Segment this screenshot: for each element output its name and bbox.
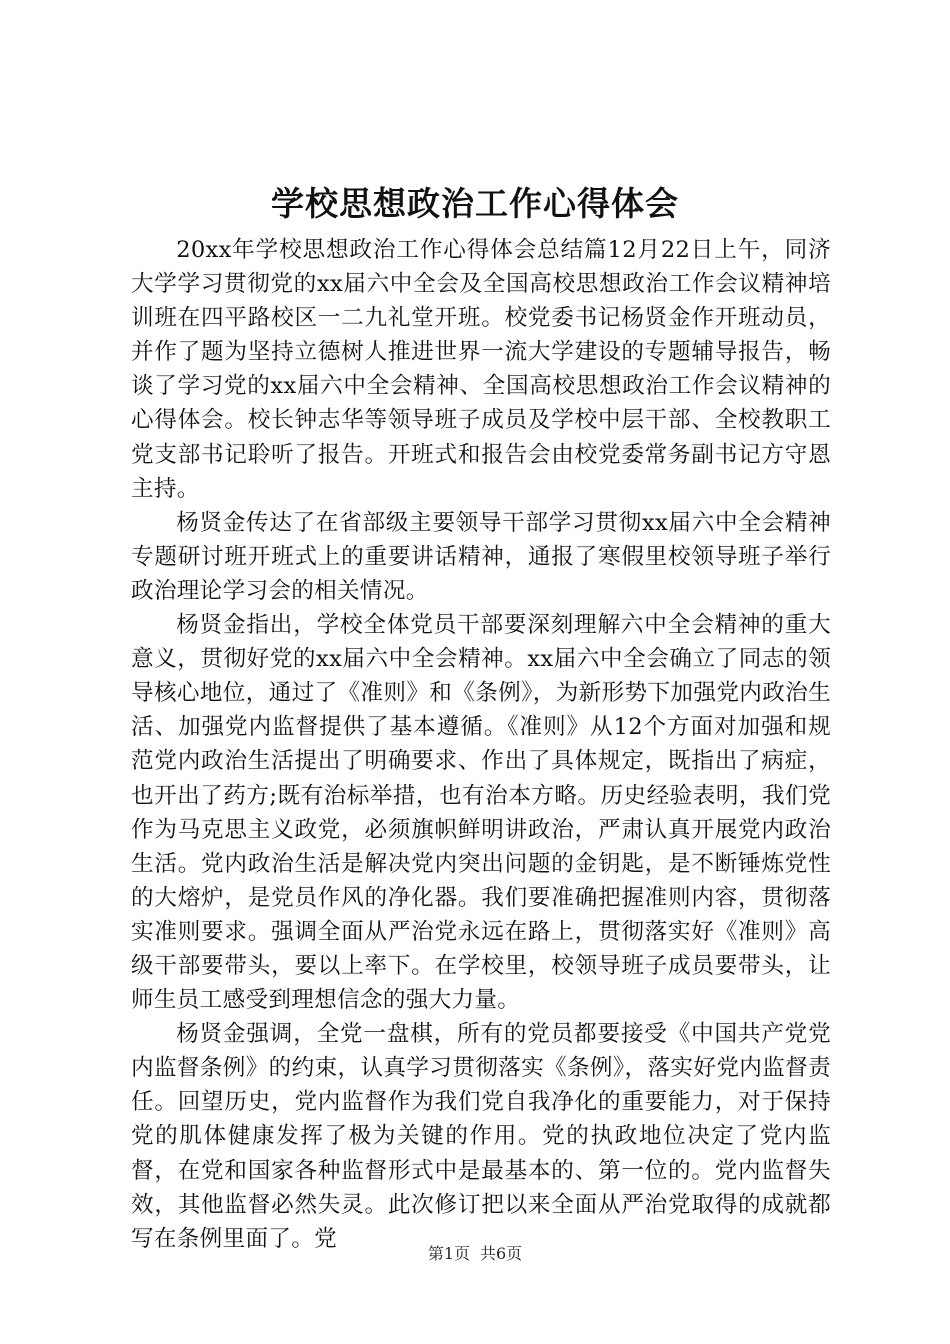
paragraph-3: 杨贤金指出，学校全体党员干部要深刻理解六中全会精神的重大意义，贯彻好党的xx届六中全会精神。xx届六中全会确立了同志的领导核心地位，通过了《准则》和《条例》，为新形势下加强党内政治生活、加强党内监督提供了基本遵循。《准则》从12个方面对加强和规范党内政治生活提出了明确要求、作出了具体规定，既指出了病症，也开出了药方;既有治标举措，也有治本方略。历史经验表明，我们党作为马克思主义政党，必须旗帜鲜明讲政治，严肃认真开展党内政治生活。党内政治生活是解决党内突出问题的金钥匙，是不断锤炼党性的大熔炉，是党员作风的净化器。我们要准确把握准则内容，贯彻落实准则要求。强调全面从严治党永远在路上，贯彻落实好《准则》高级干部要带头，要以上率下。在学校里，校领导班子成员要带头，让师生员工感受到理想信念的强大力量。 (131, 612, 831, 1014)
page-footer (0, 1243, 950, 1265)
paragraph-4: 杨贤金强调，全党一盘棋，所有的党员都要接受《中国共产党党内监督条例》的约束，认真学习贯彻落实《条例》，落实好党内监督责任。回望历史，党内监督作为我们党自我净化的重要能力，对于保持党的肌体健康发挥了极为关键的作用。党的执政地位决定了党内监督，在党和国家各种监督形式中是最基本的、第一位的。党内监督失效，其他监督必然失灵。此次修订把以来全面从严治党取得的成就都写在条例里面了。党 (131, 1021, 831, 1252)
paragraph-1: 20xx年学校思想政治工作心得体会总结篇12月22日上午，同济大学学习贯彻党的xx届六中全会及全国高校思想政治工作会议精神培训班在四平路校区一二九礼堂开班。校党委书记杨贤金作开班动员，并作了题为坚持立德树人推进世界一流大学建设的专题辅导报告，畅谈了学习党的xx届六中全会精神、全国高校思想政治工作会议精神的心得体会。校长钟志华等领导班子成员及学校中层干部、全校教职工党支部书记聆听了报告。开班式和报告会由校党委常务副书记方守恩主持。 (131, 237, 831, 502)
document-body (131, 233, 831, 1256)
page-total: 共6页 (480, 1244, 523, 1263)
document-title: 学校思想政治工作心得体会 (271, 184, 679, 223)
page-number: 第1页 (427, 1244, 470, 1263)
paragraph-2: 杨贤金传达了在省部级主要领导干部学习贯彻xx届六中全会精神专题研讨班开班式上的重要讲话精神，通报了寒假里校领导班子举行政治理论学习会的相关情况。 (131, 509, 831, 604)
